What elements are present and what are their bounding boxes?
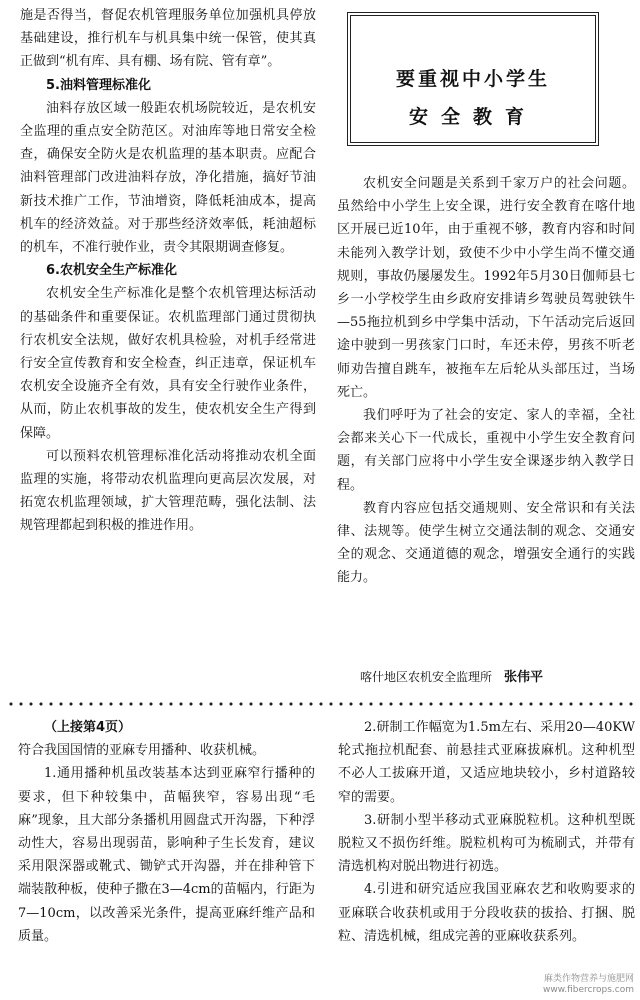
bottom-right-column bbox=[338, 716, 635, 948]
left-article-column bbox=[20, 4, 316, 538]
byline-author: 张伟平 bbox=[504, 670, 544, 685]
bottom-right-paragraph: 4.引进和研究适应我国亚麻农艺和收购要求的亚麻联合收获机或用于分段收获的拔拾、打捆、脱粒、清选机械，组成完善的亚麻收获系列。 bbox=[338, 882, 635, 944]
left-paragraph: 施是否得当，督促农机管理服务单位加强机具停放基础建设，推行机车与机具集中统一保管，使其真正做到“机有库、具有棚、场有院、管有章”。 bbox=[20, 8, 316, 70]
right-paragraph: 我们呼吁为了社会的安定、家人的幸福，全社会都来关心下一代成长，重视中小学生安全教育问题，有关部门应将中小学生安全课逐步纳入教学日程。 bbox=[337, 408, 635, 493]
section-heading-oil: 5.油料管理标准化 bbox=[46, 77, 151, 93]
watermark-url: www.fibercrops.com bbox=[543, 985, 634, 995]
article-title-line2: 安全教育 bbox=[408, 106, 537, 128]
byline-organization: 喀什地区农机安全监理所 bbox=[360, 670, 493, 684]
bottom-left-paragraph: 1.通用播种机虽改装基本达到亚麻窄行播种的要求，但下种较集中，苗幅狭窄，容易出现“毛麻”现象，且大部分条播机用圆盘式开沟器，下种浮动性大，容易出现弱苗，影响种子生长发育，建议采用限深器或靴式、锄铲式开沟器，并在排种管下端装散种板，使种子撒在3—4cm的苗幅内，行距为7—10cm，以改善采光条件，提高亚麻纤维产品和质量。 bbox=[18, 766, 315, 944]
site-watermark bbox=[484, 974, 634, 996]
dotted-divider bbox=[6, 700, 634, 708]
section-heading-safety: 6.农机安全生产标准化 bbox=[46, 263, 177, 279]
right-paragraph: 农机安全问题是关系到千家万户的社会问题。虽然给中小学生上安全课，进行安全教育在喀什地区开展已近10年，由于重视不够，教育内容和时间未能列入教学计划，致使不少中小学生尚不懂交通规则，事故仍屡屡发生。1992年5月30日伽师县七乡一小学校学生由乡政府安排请乡驾驶员驾驶铁牛—55拖拉机到乡中学集中活动，下午活动完后返回途中驶到一男孩家门口时，车还未停，男孩不听老师劝告擅自跳车，被拖车左后轮从头部压过，当场死亡。 bbox=[337, 176, 635, 400]
left-paragraph: 可以预料农机管理标准化活动将推动农机全面监理的实施，将带动农机监理向更高层次发展，对拓宽农机监理领域，扩大管理范畴，强化法制、法规管理都起到积极的推进作用。 bbox=[20, 448, 316, 534]
continued-label: （上接第4页） bbox=[44, 720, 132, 735]
left-paragraph: 油料存放区域一般距农机场院较近，是农机安全监理的重点安全防范区。对油库等地日常安全检查，确保安全防火是农机监理的基本职责。应配合油料管理部门改进油料存放，净化措施，搞好节油新技术推广工作，节油增资，降低耗油成本，提高机车的经济效益。对于那些经济效率低，耗油超标的机车，不准行驶作业，责令其限期调查修复。 bbox=[20, 100, 316, 256]
right-article-column bbox=[337, 172, 635, 590]
right-paragraph: 教育内容应包括交通规则、安全常识和有关法律、法规等。使学生树立交通法制的观念、交通安全的观念、交通道德的观念，增强安全通行的实践能力。 bbox=[337, 500, 635, 586]
bottom-right-paragraph: 3.研制小型半移动式亚麻脱粒机。这种机型既脱粒又不损伤纤维。脱粒机构可为梳刷式，并带有清选机构对脱出物进行初选。 bbox=[338, 812, 635, 875]
left-paragraph: 农机安全生产标准化是整个农机管理达标活动的基础条件和重要保证。农机监理部门通过贯彻执行农机安全法规，做好农机具检验，对机手经常进行安全宣传教育和安全检查，纠正违章，保证机车农机安全设施齐全有效，具有安全行驶作业条件，从而，防止农机事故的发生，使农机安全生产得到保障。 bbox=[20, 286, 316, 441]
watermark-title: 麻类作物营养与施肥网 bbox=[543, 974, 634, 984]
bottom-right-paragraph: 2.研制工作幅宽为1.5m左右、采用20—40KW轮式拖拉机配套、前悬挂式亚麻拔麻机。这种机型不必人工拔麻开道，又适应地块较小，乡村道路较窄的需要。 bbox=[338, 720, 635, 805]
author-byline bbox=[360, 667, 630, 688]
article-title-line1: 要重视中小学生 bbox=[395, 68, 550, 90]
bottom-left-paragraph: 符合我国国情的亚麻专用播种、收获机械。 bbox=[18, 743, 266, 759]
bottom-left-column bbox=[18, 716, 315, 948]
article-title-box bbox=[347, 12, 599, 146]
